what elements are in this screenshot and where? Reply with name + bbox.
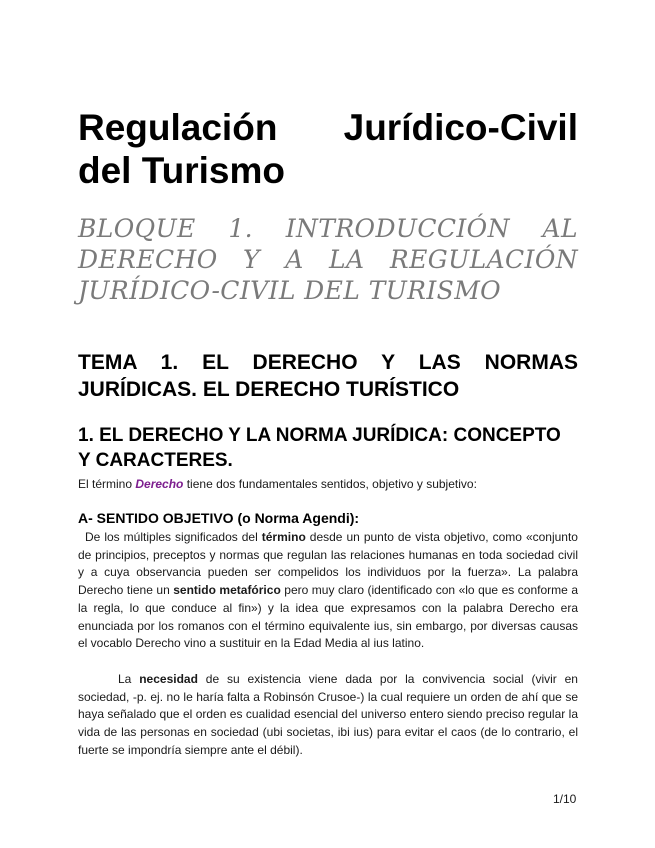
highlighted-term: Derecho [135,477,184,491]
subheading-sentido-objetivo: A- SENTIDO OBJETIVO (o Norma Agendi): [78,510,360,526]
document-title: Regulación Jurídico-Civil del Turismo [78,107,578,191]
paragraph-1-bold-a: término [261,530,306,544]
page-number: 1/10 [553,792,577,806]
intro-text-after: tiene dos fundamentales sentidos, objetivo y subjetivo: [183,477,477,491]
intro-text-before: El término [78,477,136,491]
paragraph-1-bold-b: sentido metafórico [173,583,281,598]
paragraph-1-text-c: pero muy claro (identificado con «lo que es conforme a la regla, lo que conduce al fin») y la idea que expresamos con la palabra Derecho era enunciada por los romanos con el término equivalente ius, sin embargo, por diversas causas el vocablo Derecho vino a sustituir en la Edad Media al ius latino. [78,583,578,651]
paragraph-2-text-b: de su existencia viene dada por la convivencia social (vivir en sociedad, -p. ej. no le haría falta a Robinsón Crusoe-) la cual requiere un orden de ahí que se haya señalado que el orden es cualidad esencial del universo entero siendo preciso regular la vida de las personas en sociedad (ubi societas, ibi ius) para evitar el caos (de lo contrario, el fuerte se impondría siempre ante el débil). [78,672,578,757]
section-title: 1. EL DERECHO Y LA NORMA JURÍDICA: CONCEPTO Y CARACTERES. [78,425,561,471]
intro-line [78,476,578,493]
paragraph-2-text-a: La [118,672,140,686]
paragraph-1-text-b: desde un punto de vista objetivo, como «conjunto de principios, preceptos y normas que regulan las relaciones humanas en toda sociedad civil y a cuya observancia pueden ser compelidos los individuos por la fuerza». La palabra Derecho tiene un [78,530,578,598]
tema-title: TEMA 1. EL DERECHO Y LAS NORMAS JURÍDICAS. EL DERECHO TURÍSTICO [78,351,578,401]
block-title: BLOQUE 1. INTRODUCCIÓN AL DERECHO Y A LA REGULACIÓN JURÍDICO-CIVIL DEL TURISMO [78,214,578,305]
paragraph-2 [78,671,578,760]
paragraph-1-text-a: De los múltiples significados del [85,530,262,544]
paragraph-1 [78,529,578,653]
paragraph-2-bold-a: necesidad [139,672,198,686]
